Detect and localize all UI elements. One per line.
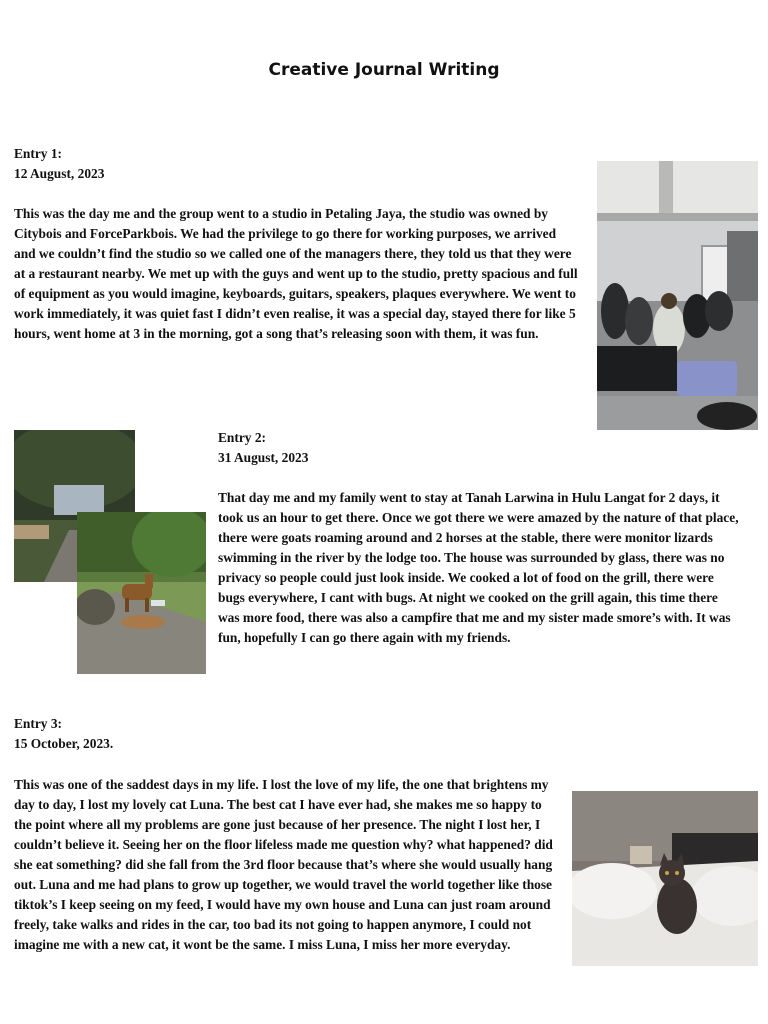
entry-2-date: 31 August, 2023 bbox=[218, 450, 309, 465]
entry-1-label: Entry 1: bbox=[14, 146, 62, 161]
cat-photo bbox=[572, 791, 758, 966]
studio-photo bbox=[597, 161, 758, 430]
entry-3-label: Entry 3: bbox=[14, 716, 62, 731]
entry-1-text: This was the day me and the group went to a studio in Petaling Jaya, the studio was owned by Citybois and ForceParkbois. We had the privilege to go there for working purposes, we arrived and we couldn’t find the studio so we called one of the managers there, they told us that they were at a restaurant nearby. We met up with the guys and went up to the studio, pretty spacious and full of equipment as you would imagine, keyboards, guitars, speakers, plaques everywhere. We went to work immediately, it was quiet fast I didn’t even realise, it was a special day, stayed there for like 5 hours, went home at 3 in the morning, got a song that’s releasing soon with them, it was fun. bbox=[14, 206, 578, 341]
entry-2-label: Entry 2: bbox=[218, 430, 266, 445]
entry-3-date: 15 October, 2023. bbox=[14, 736, 114, 751]
entry-1-date: 12 August, 2023 bbox=[14, 166, 105, 181]
entry-3-text: This was one of the saddest days in my life. I lost the love of my life, the one that brightens my day to day, I lost my lovely cat Luna. The best cat I have ever had, she makes me so happy to the point where all my problems are gone just because of her presence. The night I lost her, I couldn’t believe it. Seeing her on the floor lifeless made me question why? what happened? did she eat something? did she fall from the 3rd floor because that’s where she would usually hang out. Luna and me had plans to grow up together, we would travel the world together like those tiktok’s I keep seeing on my feed, I would have my own house and Luna can just roam around freely, take walks and rides in the car, too bad its not going to happen anymore, I could not imagine me with a new cat, it wont be the same. I miss Luna, I miss her more everyday. bbox=[14, 777, 553, 952]
entry-2-text: That day me and my family went to stay at Tanah Larwina in Hulu Langat for 2 days, it took us an hour to get there. Once we got there we were amazed by the nature of that place, there were goats roaming around and 2 horses at the stable, there were monitor lizards swimming in the river by the lodge too. The house was surrounded by glass, there was no privacy so people could just look inside. We cooked a lot of food on the grill, there were bugs everywhere, I cant with bugs. At night we cooked on the grill again, this time there was more food, there was also a campfire that me and my sister made smore’s with. It was fun, hopefully I can go there again with my friends. bbox=[218, 490, 739, 645]
page-title: Creative Journal Writing bbox=[268, 60, 500, 80]
goat-photo bbox=[77, 512, 206, 674]
